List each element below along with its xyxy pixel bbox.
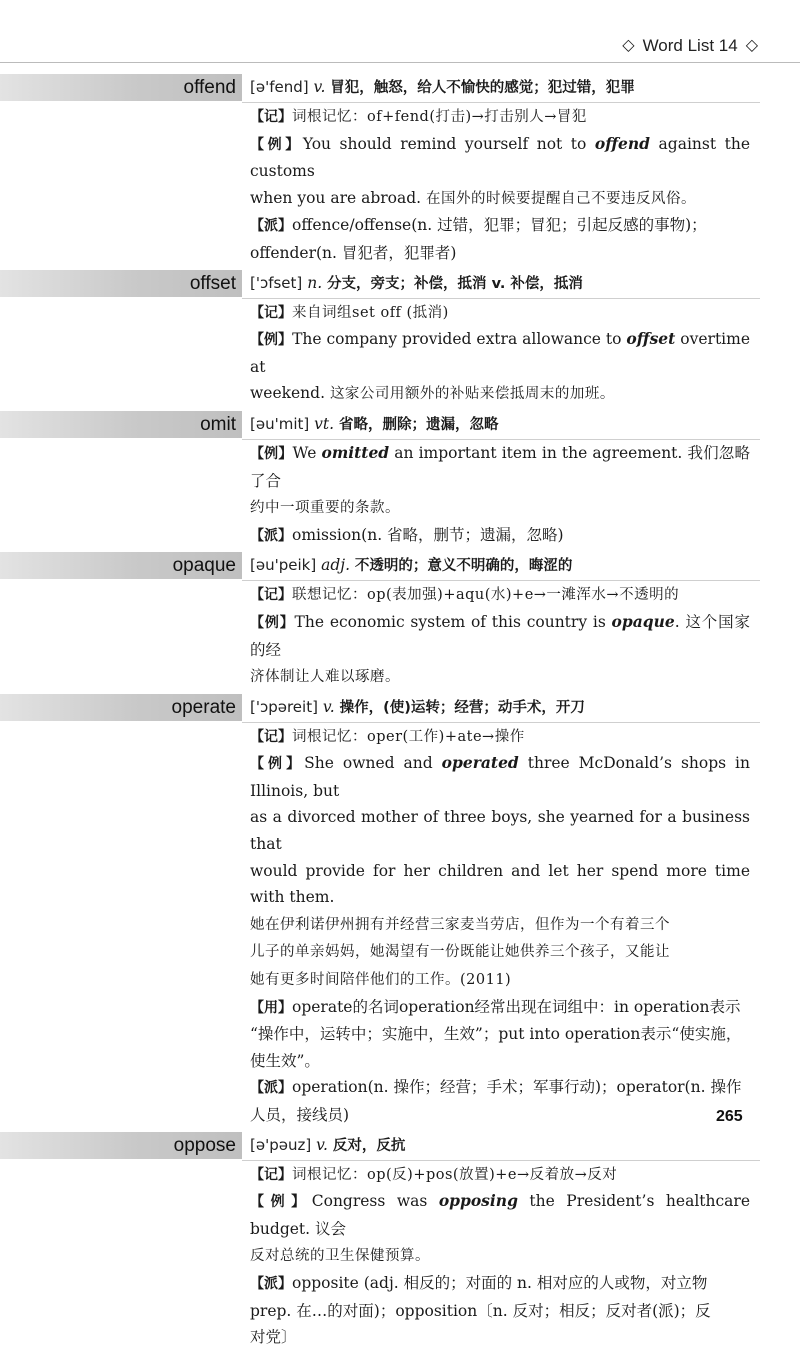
word-list bbox=[0, 74, 800, 1354]
pronunciation: [ə'fend] bbox=[250, 78, 309, 96]
example-line: 她有更多时间陪伴他们的工作。(2011) bbox=[250, 972, 512, 989]
definition: 操作，(使)运转；经营；动手术，开刀 bbox=[339, 699, 585, 716]
headword: omit bbox=[0, 411, 242, 438]
page-header bbox=[622, 36, 758, 56]
definition: 反对，反抗 bbox=[332, 1137, 406, 1154]
example-line: 济体制让人难以琢磨。 bbox=[250, 669, 400, 686]
derivative-line: 人员，接线员) bbox=[250, 1106, 350, 1124]
definition: 分支，旁支；补偿，抵消 v. 补偿，抵消 bbox=[327, 275, 583, 292]
part-of-speech: vt. bbox=[309, 414, 340, 433]
definition: 省略，删除；遗漏，忽略 bbox=[339, 416, 499, 433]
derivative-line: 对党〕 bbox=[250, 1328, 297, 1347]
usage-line: 【用】operate的名词operation经常出现在词组中：in operation表示 bbox=[250, 997, 741, 1016]
memo-line: 【记】词根记忆：op(反)+pos(放置)+e→反着放→反对 bbox=[250, 1166, 618, 1183]
pronunciation: [əu'peik] bbox=[250, 556, 317, 575]
pronunciation: ['ɔfset] bbox=[250, 273, 303, 292]
diamond-icon: ◇ bbox=[622, 37, 635, 54]
headword: oppose bbox=[0, 1132, 242, 1159]
example-line: 【例】We omitted an important item in the agreement. 我们忽略了合 bbox=[250, 442, 750, 490]
header-rule bbox=[0, 62, 800, 63]
derivative-line: 【派】omission(n. 省略，删节；遗漏，忽略) bbox=[250, 525, 564, 544]
keyword: offset bbox=[626, 329, 676, 349]
example-line: would provide for her children and let her spend more time with them. bbox=[250, 861, 750, 907]
header-title: Word List 14 bbox=[642, 36, 738, 55]
example-line: 反对总统的卫生保健预算。 bbox=[250, 1248, 430, 1265]
usage-line: “操作中，运转中；实施中，生效”；put into operation表示“使实施， bbox=[250, 1025, 742, 1044]
page-number: 265 bbox=[716, 1108, 743, 1125]
derivative-line: 【派】offence/offense(n. 过错，犯罪；冒犯；引起反感的事物)； bbox=[250, 216, 707, 235]
entry-offset bbox=[0, 270, 800, 408]
keyword: offend bbox=[594, 133, 651, 153]
definition: 冒犯，触怒，给人不愉快的感觉；犯过错，犯罪 bbox=[330, 80, 635, 96]
example-line: as a divorced mother of three boys, she yearned for a business that bbox=[250, 808, 750, 854]
derivative-line: 【派】opposite (adj. 相反的；对面的 n. 相对应的人或物，对立物 bbox=[250, 1273, 708, 1292]
entry-offend bbox=[0, 74, 800, 267]
pronunciation: [ə'pəuz] bbox=[250, 1135, 312, 1154]
example-line: 儿子的单亲妈妈，她渴望有一份既能让她供养三个孩子，又能让 bbox=[250, 944, 670, 961]
entry-oppose bbox=[0, 1132, 800, 1351]
usage-line: 使生效”。 bbox=[250, 1051, 320, 1070]
memo-line: 【记】词根记忆：oper(工作)+ate→操作 bbox=[250, 728, 525, 745]
headword: offset bbox=[0, 270, 242, 297]
derivative-line: prep. 在…的对面)；opposition〔n. 反对；相反；反对者(派)；反 bbox=[250, 1301, 711, 1320]
pronunciation: ['ɔpəreit] bbox=[250, 697, 318, 716]
part-of-speech: n. bbox=[302, 273, 328, 292]
part-of-speech: adj. bbox=[316, 556, 355, 575]
example-line: when you are abroad. 在国外的时候要提醒自己不要违反风俗。 bbox=[250, 188, 697, 207]
keyword: operated bbox=[441, 753, 519, 773]
part-of-speech: v. bbox=[308, 78, 331, 96]
memo-line: 【记】联想记忆：op(表加强)+aqu(水)+e→一滩浑水→不透明的 bbox=[250, 587, 680, 604]
example-line: 【例】You should remind yourself not to offend against the customs bbox=[250, 133, 750, 181]
keyword: opaque bbox=[611, 611, 675, 631]
derivative-line: 【派】operation(n. 操作；经营；手术；军事行动)；operator(n. 操作 bbox=[250, 1078, 742, 1097]
entry-opaque bbox=[0, 552, 800, 690]
memo-line: 【记】词根记忆：of+fend(打击)→打击别人→冒犯 bbox=[250, 109, 587, 125]
example-line: 【例】Congress was opposing the President’s healthcare budget. 议会 bbox=[250, 1191, 750, 1238]
example-line: 她在伊利诺伊州拥有并经营三家麦当劳店，但作为一个有着三个 bbox=[250, 916, 670, 933]
pronunciation: [əu'mit] bbox=[250, 414, 310, 433]
example-line: 约中一项重要的条款。 bbox=[250, 500, 400, 517]
example-line: 【例】The company provided extra allowance to offset overtime at bbox=[250, 329, 751, 376]
part-of-speech: v. bbox=[311, 1135, 333, 1154]
derivative-line: offender(n. 冒犯者，犯罪者) bbox=[250, 243, 457, 262]
example-line: weekend. 这家公司用额外的补贴来偿抵周末的加班。 bbox=[250, 384, 615, 403]
headword: operate bbox=[0, 694, 242, 721]
keyword: opposing bbox=[438, 1191, 518, 1211]
entry-operate bbox=[0, 694, 800, 1129]
headword: opaque bbox=[0, 552, 242, 579]
headword: offend bbox=[0, 74, 242, 101]
keyword: omitted bbox=[321, 442, 390, 462]
example-line: 【例】The economic system of this country is opaque. 这个国家的经 bbox=[250, 611, 750, 659]
memo-line: 【记】来自词组set off (抵消) bbox=[250, 304, 449, 321]
definition: 不透明的；意义不明确的，晦涩的 bbox=[354, 558, 573, 575]
example-line: 【例】She owned and operated three McDonald’s shops in Illinois, but bbox=[250, 753, 750, 800]
diamond-icon: ◇ bbox=[745, 37, 758, 54]
part-of-speech: v. bbox=[317, 697, 340, 716]
entry-omit bbox=[0, 411, 800, 549]
